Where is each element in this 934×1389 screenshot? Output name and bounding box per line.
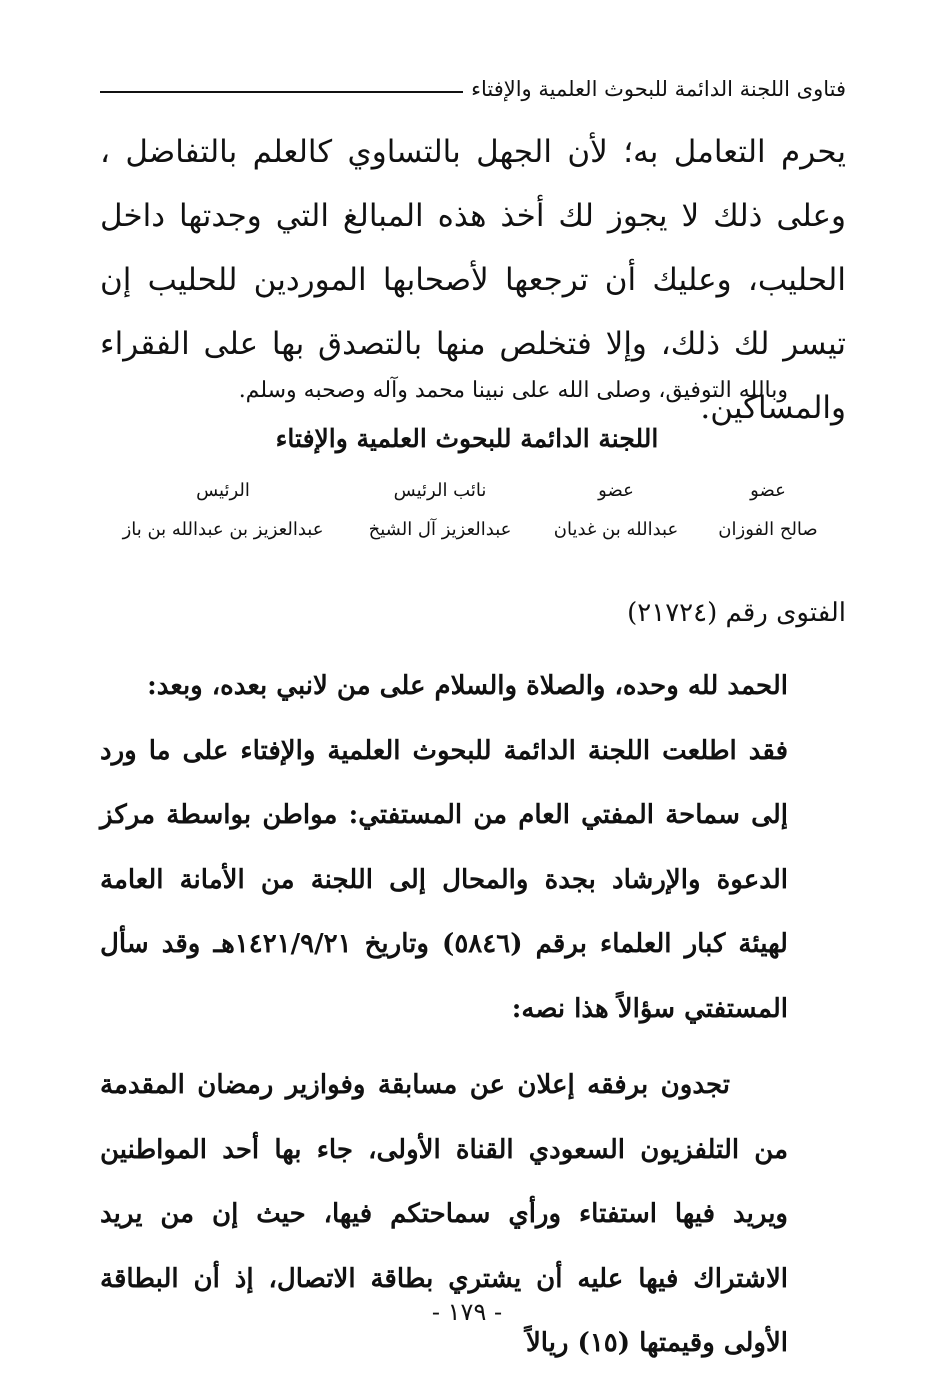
running-header	[100, 74, 846, 104]
member-name: صالح الفوزان	[718, 518, 818, 540]
fatwa-body	[100, 654, 788, 1376]
committee-title: اللجنة الدائمة للبحوث العلمية والإفتاء	[275, 424, 659, 453]
page-number: - ١٧٩ -	[431, 1298, 503, 1326]
member-names-row	[100, 506, 838, 552]
committee-signatories	[100, 474, 838, 552]
running-title: فتاوى اللجنة الدائمة للبحوث العلمية والإفتاء	[471, 77, 846, 101]
fatwa-question: تجدون برفقه إعلان عن مسابقة وفوازير رمضان المقدمة من التلفزيون السعودي القناة الأولى، جاء بها أحد المواطنين ويريد فيها استفتاء ورأي سماحتكم فيها، حيث إن من يريد الاشتراك فيها عليه أن يشتري بطاقة الاتصال، إذ أن البطاقة الأولى وقيمتها (١٥) ريالاً	[100, 1070, 788, 1358]
member-role: عضو	[750, 479, 786, 501]
member-name: عبدالله بن غديان	[553, 518, 679, 540]
header-rule	[100, 91, 463, 93]
fatwa-opening: الحمد لله وحده، والصلاة والسلام على من لانبي بعده، وبعد:	[147, 671, 788, 701]
member-role: نائب الرئيس	[393, 479, 487, 501]
member-role: الرئيس	[196, 479, 250, 501]
member-name: عبدالعزيز آل الشيخ	[368, 518, 512, 540]
previous-fatwa-text: يحرم التعامل به؛ لأن الجهل بالتساوي كالعلم بالتفاضل ، وعلى ذلك لا يجوز لك أخذ هذه المبالغ التي وجدتها داخل الحليب، وعليك أن ترجعها لأصحابها الموردين للحليب إن تيسر لك ذلك، وإلا فتخلص منها بالتصدق بها على الفقراء والمساكين.	[100, 134, 846, 426]
fatwa-number: الفتوى رقم (٢١٧٢٤)	[627, 598, 846, 628]
member-role: عضو	[598, 479, 634, 501]
closing-formula: وبالله التوفيق، وصلى الله على نبينا محمد وآله وصحبه وسلم.	[238, 378, 788, 403]
fatwa-intro: فقد اطلعت اللجنة الدائمة للبحوث العلمية والإفتاء على ما ورد إلى سماحة المفتي العام من المستفتي: مواطن بواسطة مركز الدعوة والإرشاد بجدة والمحال إلى اللجنة من الأمانة العامة لهيئة كبار العلماء برقم (٥٨٤٦) وتاريخ ١٤٢١/٩/٢١هـ وقد سأل المستفتي سؤالاً هذا نصه:	[100, 735, 788, 1024]
member-roles-row	[100, 474, 838, 506]
member-name: عبدالعزيز بن عبدالله بن باز	[122, 518, 324, 540]
